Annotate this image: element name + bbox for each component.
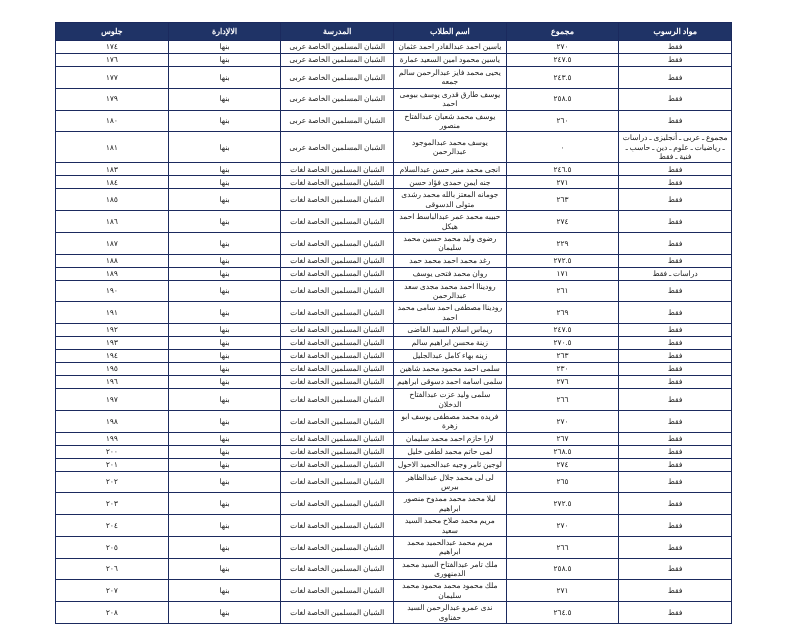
cell-failed-subjects: فقط [619, 445, 732, 458]
cell-student-name: ملك محمود محمد محمود محمد سليمان [394, 580, 507, 602]
cell-total: ٢٧٠ [506, 41, 619, 54]
cell-total: ٢٧٢.٥ [506, 254, 619, 267]
cell-administration: بنها [168, 376, 281, 389]
cell-administration: بنها [168, 232, 281, 254]
cell-school: الشبان المسلمين الخاصة لغات [281, 176, 394, 189]
cell-school: الشبان المسلمين الخاصة عربى [281, 54, 394, 67]
cell-failed-subjects: فقط [619, 410, 732, 432]
cell-student-name: انجى محمد منير حسن عبدالسلام [394, 163, 507, 176]
cell-administration: بنها [168, 254, 281, 267]
cell-school: الشبان المسلمين الخاصة لغات [281, 602, 394, 624]
cell-student-name: لارا حازم احمد محمد سليمان [394, 432, 507, 445]
cell-seat-number: ١٨٣ [56, 163, 169, 176]
cell-seat-number: ١٩٠ [56, 280, 169, 302]
cell-total: ٢٧٦ [506, 376, 619, 389]
cell-total: ٢٦٨.٥ [506, 445, 619, 458]
cell-administration: بنها [168, 67, 281, 89]
cell-total: ٢٤٧.٥ [506, 54, 619, 67]
cell-student-name: سلمى اسامه احمد دسوقى ابراهيم [394, 376, 507, 389]
cell-administration: بنها [168, 602, 281, 624]
cell-total: ٢٦١ [506, 280, 619, 302]
cell-student-name: مريم محمد عبدالحميد محمد ابراهيم [394, 536, 507, 558]
cell-school: الشبان المسلمين الخاصة لغات [281, 211, 394, 233]
cell-school: الشبان المسلمين الخاصة عربى [281, 132, 394, 163]
table-row [56, 602, 732, 624]
table-row [56, 445, 732, 458]
cell-seat-number: ١٨٥ [56, 189, 169, 211]
cell-school: الشبان المسلمين الخاصة لغات [281, 536, 394, 558]
table-row [56, 515, 732, 537]
cell-student-name: روديناا مصطفى احمد سامى محمد احمد [394, 302, 507, 324]
cell-student-name: سلمى احمد محمود محمد شاهين [394, 363, 507, 376]
cell-student-name: روديناا احمد محمد مجدى سعد عبدالرحمن [394, 280, 507, 302]
cell-failed-subjects: فقط [619, 280, 732, 302]
table-row [56, 432, 732, 445]
cell-failed-subjects: دراسات ـ فقط [619, 267, 732, 280]
cell-administration: بنها [168, 389, 281, 411]
cell-failed-subjects: فقط [619, 515, 732, 537]
table-row [56, 211, 732, 233]
cell-school: الشبان المسلمين الخاصة لغات [281, 302, 394, 324]
cell-administration: بنها [168, 302, 281, 324]
cell-seat-number: ١٨٤ [56, 176, 169, 189]
cell-seat-number: ١٩٤ [56, 350, 169, 363]
table-row [56, 363, 732, 376]
cell-administration: بنها [168, 458, 281, 471]
cell-student-name: لى لى محمد جلال عبدالظاهر بيرس [394, 471, 507, 493]
cell-total: ٢٦٩ [506, 302, 619, 324]
cell-failed-subjects: فقط [619, 432, 732, 445]
table-row [56, 410, 732, 432]
cell-school: الشبان المسلمين الخاصة لغات [281, 324, 394, 337]
table-body [56, 41, 732, 624]
column-header-administration: الاﻹدارة [168, 23, 281, 41]
cell-school: الشبان المسلمين الخاصة لغات [281, 254, 394, 267]
table-row [56, 88, 732, 110]
cell-total: ٢٧٤ [506, 458, 619, 471]
cell-school: الشبان المسلمين الخاصة عربى [281, 41, 394, 54]
cell-total: ٠ [506, 132, 619, 163]
cell-seat-number: ٢٠٦ [56, 558, 169, 580]
cell-failed-subjects: فقط [619, 580, 732, 602]
cell-administration: بنها [168, 211, 281, 233]
cell-seat-number: ١٩٣ [56, 337, 169, 350]
cell-seat-number: ١٨٦ [56, 211, 169, 233]
cell-school: الشبان المسلمين الخاصة لغات [281, 337, 394, 350]
cell-failed-subjects: فقط [619, 471, 732, 493]
cell-seat-number: ١٩١ [56, 302, 169, 324]
cell-total: ٢٦٣ [506, 350, 619, 363]
cell-administration: بنها [168, 132, 281, 163]
column-header-total: مجموع [506, 23, 619, 41]
cell-total: ٢٧١ [506, 580, 619, 602]
cell-administration: بنها [168, 580, 281, 602]
table-row [56, 254, 732, 267]
cell-seat-number: ١٨٨ [56, 254, 169, 267]
table-row [56, 471, 732, 493]
cell-failed-subjects: فقط [619, 163, 732, 176]
cell-student-name: لمى حاتم محمد لطفى خليل [394, 445, 507, 458]
cell-administration: بنها [168, 176, 281, 189]
cell-seat-number: ٢٠٤ [56, 515, 169, 537]
cell-failed-subjects: فقط [619, 110, 732, 132]
cell-total: ٢٦٥ [506, 471, 619, 493]
table-row [56, 132, 732, 163]
cell-student-name: يوسف محمد عبدالموجود عبدالرحمن [394, 132, 507, 163]
cell-student-name: لوجين ثامر وجيه عبدالحميد الاحول [394, 458, 507, 471]
cell-administration: بنها [168, 350, 281, 363]
cell-administration: بنها [168, 493, 281, 515]
cell-failed-subjects: فقط [619, 389, 732, 411]
table-header-row [56, 23, 732, 41]
cell-student-name: مريم محمد صلاح محمد السيد سعيد [394, 515, 507, 537]
cell-failed-subjects: فقط [619, 88, 732, 110]
table-row [56, 67, 732, 89]
cell-administration: بنها [168, 445, 281, 458]
table-row [56, 458, 732, 471]
table-row [56, 376, 732, 389]
cell-seat-number: ١٩٧ [56, 389, 169, 411]
cell-seat-number: ٢٠٠ [56, 445, 169, 458]
cell-school: الشبان المسلمين الخاصة عربى [281, 110, 394, 132]
cell-school: الشبان المسلمين الخاصة لغات [281, 445, 394, 458]
cell-school: الشبان المسلمين الخاصة لغات [281, 493, 394, 515]
table-row [56, 350, 732, 363]
cell-school: الشبان المسلمين الخاصة لغات [281, 350, 394, 363]
cell-seat-number: ١٧٩ [56, 88, 169, 110]
cell-administration: بنها [168, 337, 281, 350]
cell-total: ٢٥٨.٥ [506, 558, 619, 580]
cell-student-name: يحيى محمد فايز عبدالرحمن سالم جمعه [394, 67, 507, 89]
cell-administration: بنها [168, 536, 281, 558]
cell-seat-number: ٢٠٨ [56, 602, 169, 624]
table-row [56, 110, 732, 132]
cell-failed-subjects: فقط [619, 337, 732, 350]
cell-school: الشبان المسلمين الخاصة لغات [281, 471, 394, 493]
cell-administration: بنها [168, 410, 281, 432]
cell-student-name: ندى عمرو عبدالرحمن السيد حفناوى [394, 602, 507, 624]
cell-failed-subjects: فقط [619, 458, 732, 471]
cell-student-name: زينة محسن ابراهيم سالم [394, 337, 507, 350]
cell-student-name: زينه بهاء كامل عبدالجليل [394, 350, 507, 363]
table-row [56, 558, 732, 580]
cell-administration: بنها [168, 515, 281, 537]
cell-school: الشبان المسلمين الخاصة لغات [281, 458, 394, 471]
cell-school: الشبان المسلمين الخاصة لغات [281, 189, 394, 211]
cell-total: ٢٦٧ [506, 432, 619, 445]
table-row [56, 337, 732, 350]
cell-total: ٢٧٤ [506, 211, 619, 233]
column-header-failed-subjects: مواد الرسوب [619, 23, 732, 41]
cell-failed-subjects: فقط [619, 376, 732, 389]
cell-failed-subjects: فقط [619, 363, 732, 376]
cell-failed-subjects: فقط [619, 493, 732, 515]
cell-school: الشبان المسلمين الخاصة لغات [281, 363, 394, 376]
cell-seat-number: ٢٠٢ [56, 471, 169, 493]
cell-total: ٢٦٦ [506, 389, 619, 411]
cell-student-name: فريده محمد مصطفى يوسف ابو زهرة [394, 410, 507, 432]
cell-administration: بنها [168, 363, 281, 376]
cell-total: ٢٧٢.٥ [506, 493, 619, 515]
cell-total: ٢٤٣.٥ [506, 67, 619, 89]
column-header-seat-number: جلوس [56, 23, 169, 41]
cell-student-name: سلمى وليد عزت عبدالفتاح الدخلان [394, 389, 507, 411]
table-row [56, 189, 732, 211]
cell-failed-subjects: فقط [619, 324, 732, 337]
cell-total: ٢٦٠ [506, 110, 619, 132]
table-row [56, 280, 732, 302]
cell-seat-number: ٢٠٥ [56, 536, 169, 558]
table-row [56, 163, 732, 176]
cell-total: ٢٧٠ [506, 410, 619, 432]
cell-student-name: جنه ايمن حمدى فؤاد حسن [394, 176, 507, 189]
cell-failed-subjects: فقط [619, 350, 732, 363]
cell-failed-subjects: فقط [619, 602, 732, 624]
cell-school: الشبان المسلمين الخاصة لغات [281, 410, 394, 432]
table-row [56, 54, 732, 67]
cell-administration: بنها [168, 280, 281, 302]
table-row [56, 580, 732, 602]
cell-school: الشبان المسلمين الخاصة لغات [281, 558, 394, 580]
table-row [56, 324, 732, 337]
cell-total: ٢٧٠.٥ [506, 337, 619, 350]
cell-student-name: ياسين محمود امين السعيد عمارة [394, 54, 507, 67]
cell-total: ٢٥٨.٥ [506, 88, 619, 110]
cell-administration: بنها [168, 41, 281, 54]
cell-student-name: يوسف طارق قدرى يوسف بيومى احمد [394, 88, 507, 110]
cell-seat-number: ١٧٧ [56, 67, 169, 89]
cell-school: الشبان المسلمين الخاصة لغات [281, 389, 394, 411]
cell-seat-number: ٢٠١ [56, 458, 169, 471]
cell-total: ٢٢٩ [506, 232, 619, 254]
cell-failed-subjects: فقط [619, 302, 732, 324]
cell-seat-number: ١٨٧ [56, 232, 169, 254]
cell-seat-number: ١٩٢ [56, 324, 169, 337]
cell-school: الشبان المسلمين الخاصة عربى [281, 88, 394, 110]
column-header-school: المدرسة [281, 23, 394, 41]
cell-total: ١٧١ [506, 267, 619, 280]
cell-student-name: جومانه المعتز بالله محمد رشدى متولى الدسوقى [394, 189, 507, 211]
cell-failed-subjects: فقط [619, 254, 732, 267]
cell-administration: بنها [168, 54, 281, 67]
cell-failed-subjects: مجموع ـ عربى ـ أنجليزى ـ دراسات ـ رياضيات ـ علوم ـ دين ـ حاسب ـ فنية ـ فقط [619, 132, 732, 163]
cell-student-name: رضوى وليد محمد حسين محمد سليمان [394, 232, 507, 254]
cell-failed-subjects: فقط [619, 189, 732, 211]
cell-total: ٢٣٠ [506, 363, 619, 376]
cell-school: الشبان المسلمين الخاصة لغات [281, 376, 394, 389]
cell-failed-subjects: فقط [619, 558, 732, 580]
cell-student-name: رغد محمد احمد محمد حمد [394, 254, 507, 267]
cell-student-name: ملك تامر عبدالفتاح السيد محمد الدمنهورى [394, 558, 507, 580]
cell-failed-subjects: فقط [619, 536, 732, 558]
cell-administration: بنها [168, 324, 281, 337]
cell-seat-number: ١٨٠ [56, 110, 169, 132]
cell-school: الشبان المسلمين الخاصة لغات [281, 267, 394, 280]
student-results-table [55, 22, 732, 624]
cell-administration: بنها [168, 163, 281, 176]
cell-total: ٢٧١ [506, 176, 619, 189]
column-header-student-name: اسم الطلاب [394, 23, 507, 41]
cell-total: ٢٦٦ [506, 536, 619, 558]
cell-total: ٢٧٠ [506, 515, 619, 537]
cell-total: ٢٦٣ [506, 189, 619, 211]
cell-failed-subjects: فقط [619, 232, 732, 254]
cell-failed-subjects: فقط [619, 54, 732, 67]
cell-seat-number: ١٩٨ [56, 410, 169, 432]
cell-seat-number: ١٧٦ [56, 54, 169, 67]
cell-student-name: يوسف محمد شعبان عبدالفتاح منصور [394, 110, 507, 132]
table-row [56, 41, 732, 54]
cell-administration: بنها [168, 110, 281, 132]
cell-student-name: روان محمد فتحى يوسف [394, 267, 507, 280]
cell-school: الشبان المسلمين الخاصة لغات [281, 163, 394, 176]
cell-total: ٢٤٦.٥ [506, 163, 619, 176]
cell-student-name: حبيبه محمد عمر عبدالباسط احمد هيكل [394, 211, 507, 233]
cell-administration: بنها [168, 88, 281, 110]
cell-school: الشبان المسلمين الخاصة لغات [281, 432, 394, 445]
table-row [56, 267, 732, 280]
cell-seat-number: ١٩٦ [56, 376, 169, 389]
cell-failed-subjects: فقط [619, 67, 732, 89]
cell-student-name: ريماس اسلام السيد القاضى [394, 324, 507, 337]
cell-failed-subjects: فقط [619, 41, 732, 54]
table-row [56, 493, 732, 515]
cell-student-name: ليلا محمد محمد ممدوح منصور ابراهيم [394, 493, 507, 515]
cell-seat-number: ٢٠٣ [56, 493, 169, 515]
table-row [56, 389, 732, 411]
table-row [56, 302, 732, 324]
cell-failed-subjects: فقط [619, 176, 732, 189]
cell-seat-number: ١٧٤ [56, 41, 169, 54]
cell-school: الشبان المسلمين الخاصة لغات [281, 280, 394, 302]
cell-seat-number: ١٨١ [56, 132, 169, 163]
cell-seat-number: ٢٠٧ [56, 580, 169, 602]
cell-school: الشبان المسلمين الخاصة لغات [281, 232, 394, 254]
cell-administration: بنها [168, 189, 281, 211]
table-row [56, 176, 732, 189]
cell-failed-subjects: فقط [619, 211, 732, 233]
cell-school: الشبان المسلمين الخاصة عربى [281, 67, 394, 89]
cell-administration: بنها [168, 432, 281, 445]
cell-administration: بنها [168, 558, 281, 580]
cell-school: الشبان المسلمين الخاصة لغات [281, 580, 394, 602]
cell-school: الشبان المسلمين الخاصة لغات [281, 515, 394, 537]
cell-seat-number: ١٩٥ [56, 363, 169, 376]
table-header [56, 23, 732, 41]
cell-total: ٢٦٤.٥ [506, 602, 619, 624]
cell-student-name: ياسين احمد عبدالقادر احمد عثمان [394, 41, 507, 54]
cell-seat-number: ١٨٩ [56, 267, 169, 280]
cell-administration: بنها [168, 471, 281, 493]
cell-administration: بنها [168, 267, 281, 280]
table-row [56, 536, 732, 558]
cell-total: ٢٤٧.٥ [506, 324, 619, 337]
table-row [56, 232, 732, 254]
cell-seat-number: ١٩٩ [56, 432, 169, 445]
